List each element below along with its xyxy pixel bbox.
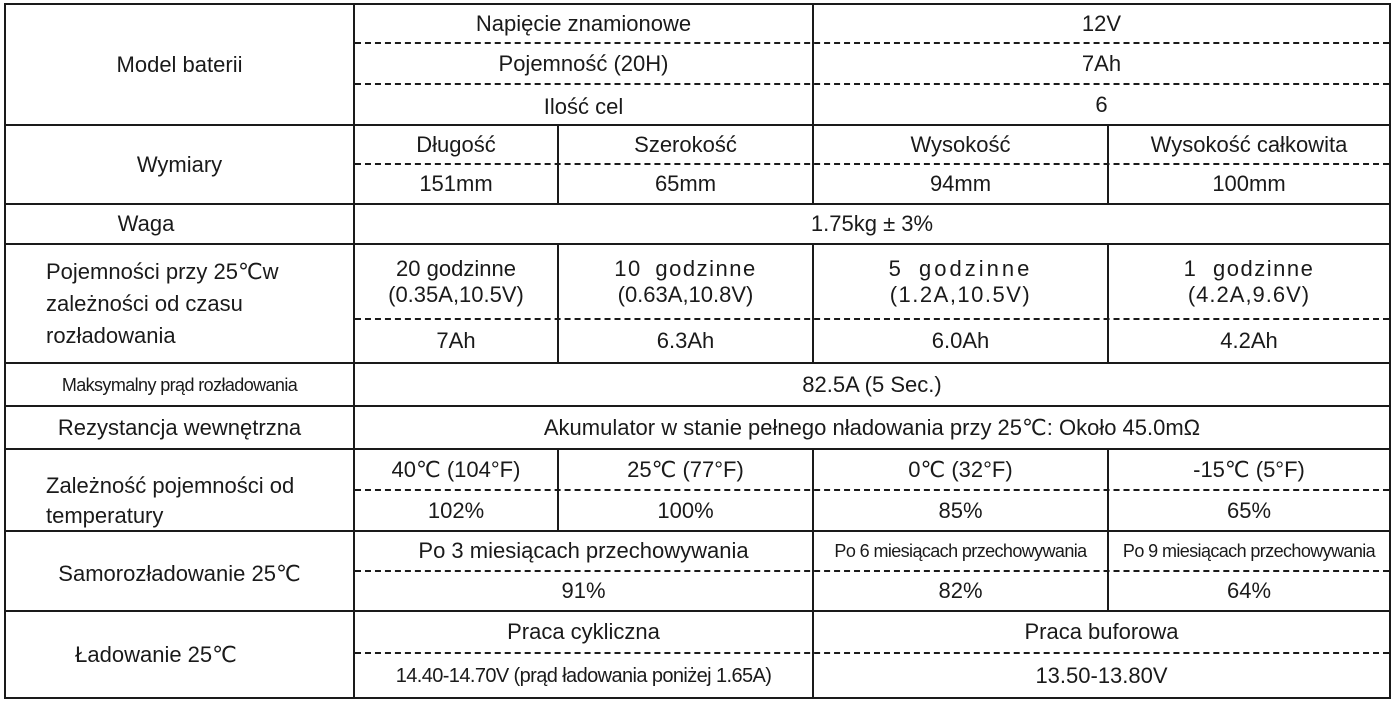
- cell-count-value: 6: [1095, 92, 1108, 117]
- temperature-value: [355, 491, 557, 530]
- self-discharge-header: [814, 532, 1107, 570]
- cyclic-use-voltage: 14.40-14.70V (prąd ładowania poniżej 1.65A): [395, 664, 772, 687]
- rate-capacity: [814, 320, 1107, 362]
- rate-20h-condition: (0.35A,10.5V): [388, 281, 524, 307]
- self-discharge-9m-header: Po 9 miesiącach przechowywania: [1122, 541, 1376, 561]
- row-label-max-discharge: [6, 364, 353, 405]
- self-discharge-header: [1109, 532, 1389, 570]
- weight-value: 1.75kg ± 3%: [810, 211, 934, 236]
- rate-1h-capacity: 4.2Ah: [1220, 328, 1278, 353]
- max-discharge-label: Maksymalny prąd rozładowania: [61, 374, 298, 395]
- rate-10h-capacity: 6.3Ah: [656, 328, 715, 353]
- weight-label: Waga: [117, 211, 175, 236]
- rate-header: [814, 245, 1107, 318]
- capacity-20h-label: Pojemność (20H): [498, 50, 669, 76]
- row-label-dimensions: [6, 126, 353, 203]
- self-discharge-label: Samorozładowanie 25℃: [58, 561, 301, 586]
- self-discharge-value: [1109, 572, 1389, 610]
- charging-header: [814, 612, 1389, 652]
- temperature-value: [559, 491, 812, 530]
- self-discharge-6m-header: Po 6 miesiącach przechowywania: [834, 541, 1087, 561]
- rate-1h-condition: (4.2A,9.6V): [1187, 281, 1311, 307]
- dimension-value: [814, 165, 1107, 203]
- row-label-weight: [6, 205, 286, 243]
- temperature-header: [355, 450, 557, 489]
- temp-25c-header: 25℃ (77°F): [627, 456, 744, 482]
- charging-header: [355, 612, 812, 652]
- length-header: Długość: [416, 131, 496, 157]
- rate-5h-condition: (1.2A,10.5V): [889, 281, 1032, 307]
- resistance-label: Rezystancja wewnętrzna: [57, 414, 302, 440]
- temperature-header: [814, 450, 1107, 489]
- self-discharge-3m-header: Po 3 miesiącach przechowywania: [418, 538, 749, 563]
- charging-label: Ładowanie 25℃: [75, 641, 237, 667]
- cyclic-use-header: Praca cykliczna: [507, 619, 660, 644]
- temperature-value: [814, 491, 1107, 530]
- temperature-header: [1109, 450, 1389, 489]
- rate-5h-name: 5 godzinne: [888, 255, 1033, 281]
- self-discharge-value: [814, 572, 1107, 610]
- rate-10h-name: 10 godzinne: [614, 255, 757, 281]
- height-header: Wysokość: [910, 131, 1011, 157]
- dimension-header: [355, 126, 557, 163]
- temp-minus15c-value: 65%: [1226, 497, 1272, 523]
- width-header: Szerokość: [634, 131, 737, 157]
- charging-value: [814, 654, 1389, 697]
- dimension-value: [355, 165, 557, 203]
- model-param-name: [355, 44, 812, 83]
- float-use-header: Praca buforowa: [1024, 619, 1179, 644]
- capacity-20h-value: 7Ah: [1081, 50, 1122, 76]
- rate-header: [1109, 245, 1389, 318]
- row-label-resistance: [6, 407, 353, 448]
- self-discharge-6m-value: 82%: [938, 578, 983, 603]
- max-discharge-value-cell: [355, 364, 1389, 405]
- charging-value: [355, 654, 812, 697]
- dimensions-label: Wymiary: [136, 151, 223, 177]
- capacity-label-line-2: zależności od czasu: [46, 290, 243, 316]
- max-discharge-value: 82.5A (5 Sec.): [802, 371, 942, 397]
- dimension-header: [559, 126, 812, 163]
- dashed-separator: [355, 83, 1389, 85]
- temperature-header: [559, 450, 812, 489]
- temperature-label-line-1: Zależność pojemności od: [46, 473, 295, 498]
- rate-1h-name: 1 godzinne: [1183, 255, 1315, 281]
- resistance-value: Akumulator w stanie pełnego nładowania przy 25℃: Około 45.0mΩ: [543, 414, 1201, 440]
- table-border-bottom: [4, 697, 1391, 699]
- self-discharge-header: [355, 532, 812, 570]
- height-value: 94mm: [929, 171, 992, 196]
- rate-capacity: [559, 320, 812, 362]
- weight-value-cell: [355, 205, 1389, 243]
- self-discharge-9m-value: 64%: [1226, 578, 1272, 603]
- rate-10h-condition: (0.63A,10.8V): [617, 281, 754, 307]
- width-value: 65mm: [654, 171, 717, 196]
- temp-minus15c-header: -15℃ (5°F): [1193, 456, 1305, 482]
- model-param-value: [814, 5, 1389, 42]
- rate-20h-capacity: 7Ah: [436, 328, 476, 353]
- cell-count-label: Ilość cel: [543, 94, 624, 119]
- dimension-value: [559, 165, 812, 203]
- temp-0c-header: 0℃ (32°F): [908, 456, 1013, 482]
- nominal-voltage-label: Napięcie znamionowe: [475, 10, 692, 36]
- temperature-label-line-2: temperatury: [46, 503, 164, 528]
- rate-capacity: [1109, 320, 1389, 362]
- temperature-value: [1109, 491, 1389, 530]
- row-label-charging: [6, 612, 306, 697]
- row-label-self-discharge: [6, 532, 353, 610]
- table-border-right: [1389, 3, 1391, 699]
- dimension-value: [1109, 165, 1389, 203]
- model-label: Model baterii: [116, 51, 243, 77]
- float-use-voltage: 13.50-13.80V: [1035, 662, 1168, 688]
- model-param-name: [355, 86, 812, 124]
- capacity-label-line-1: Pojemności przy 25℃w: [46, 258, 279, 284]
- model-param-name: [355, 5, 812, 42]
- temp-40c-value: 102%: [427, 497, 485, 523]
- self-discharge-value: [355, 572, 812, 610]
- row-label-model: [6, 5, 353, 124]
- total-height-header: Wysokość całkowita: [1150, 131, 1348, 157]
- rate-header: [559, 245, 812, 318]
- total-height-value: 100mm: [1212, 171, 1286, 196]
- rate-5h-capacity: 6.0Ah: [931, 328, 990, 353]
- row-label-temperature: [6, 450, 353, 530]
- rate-capacity: [355, 320, 557, 362]
- self-discharge-3m-value: 91%: [561, 578, 606, 603]
- temp-40c-header: 40℃ (104°F): [391, 456, 521, 482]
- row-label-capacity: [6, 245, 353, 362]
- dimension-header: [814, 126, 1107, 163]
- rate-20h-name: 20 godzinne: [396, 255, 516, 281]
- temp-0c-value: 85%: [938, 497, 983, 523]
- dimension-header: [1109, 126, 1389, 163]
- nominal-voltage-value: 12V: [1081, 10, 1122, 36]
- rate-header: [355, 245, 557, 318]
- temp-25c-value: 100%: [657, 497, 714, 523]
- resistance-value-cell: [355, 407, 1389, 448]
- model-param-value: [814, 44, 1389, 83]
- model-param-value: [814, 86, 1389, 124]
- length-value: 151mm: [419, 171, 493, 196]
- capacity-label-line-3: rozładowania: [46, 322, 176, 348]
